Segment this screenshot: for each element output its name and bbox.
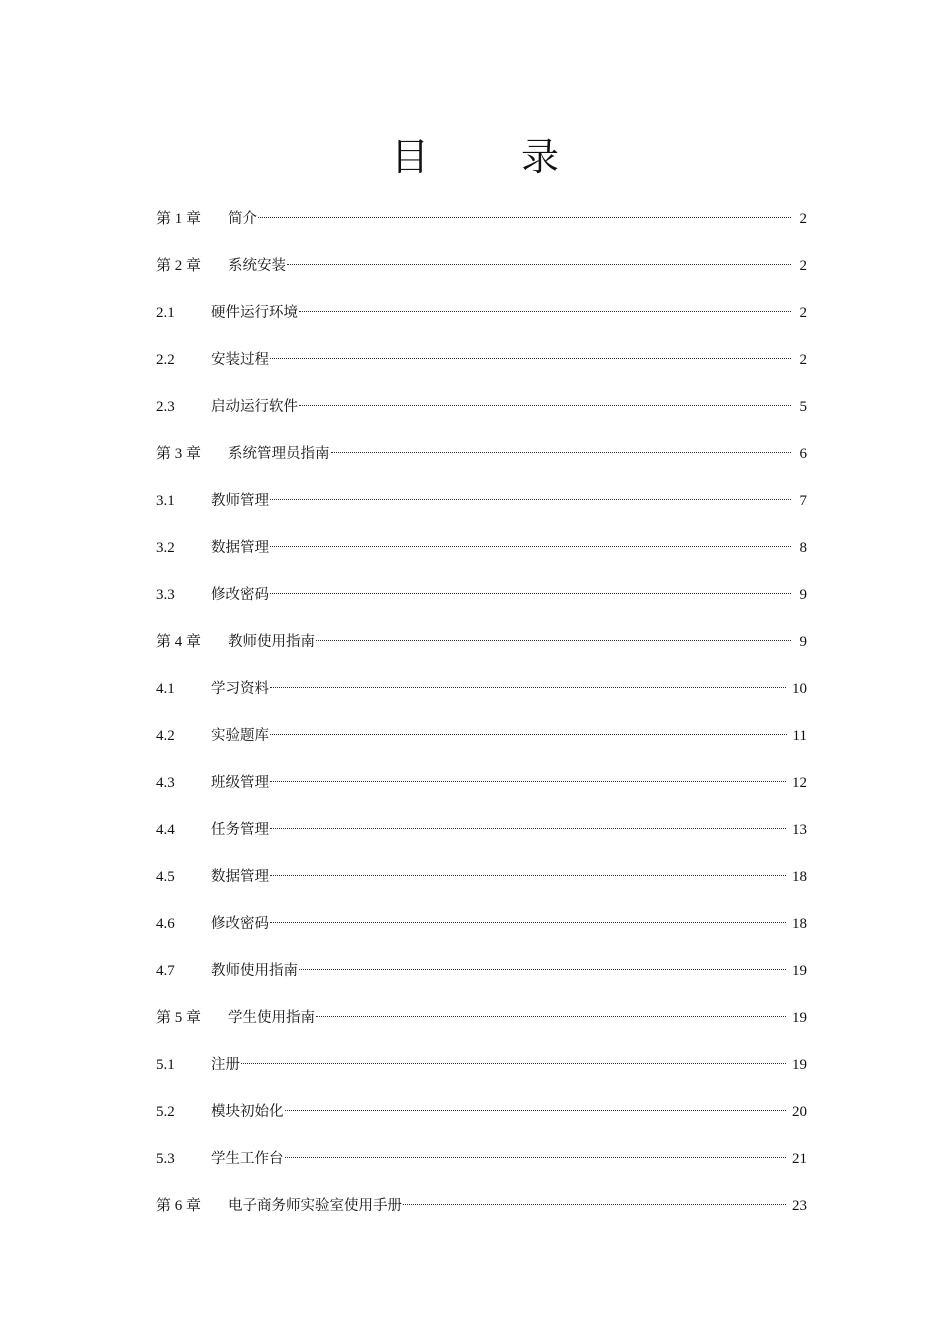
toc-entry-number: 4.7 <box>156 963 175 979</box>
toc-entry-section[interactable] <box>156 394 807 441</box>
toc-page-number: 6 <box>799 446 807 462</box>
toc-dot-leader <box>270 546 791 547</box>
toc-entry-number: 4.2 <box>156 728 175 744</box>
toc-entry-number: 4.1 <box>156 681 175 697</box>
toc-entry-number: 第 1 章 <box>156 211 202 227</box>
toc-dot-leader <box>258 217 791 218</box>
toc-page-number: 9 <box>799 587 807 603</box>
toc-entry-title: 教师使用指南 <box>228 634 315 650</box>
toc-entry-section[interactable] <box>156 911 807 958</box>
toc-entry-section[interactable] <box>156 535 807 582</box>
toc-entry-title: 模块初始化 <box>211 1104 284 1120</box>
toc-dot-leader <box>285 1157 787 1158</box>
toc-page-number: 19 <box>792 963 807 979</box>
toc-page-number: 10 <box>792 681 807 697</box>
toc-page-number: 2 <box>799 352 807 368</box>
toc-dot-leader <box>241 1063 786 1064</box>
toc-entry-number: 5.1 <box>156 1057 175 1073</box>
toc-entry-chapter[interactable] <box>156 629 807 676</box>
toc-dot-leader <box>270 687 786 688</box>
toc-page-number: 2 <box>799 258 807 274</box>
toc-entry-title: 班级管理 <box>211 775 269 791</box>
toc-entry-section[interactable] <box>156 1146 807 1193</box>
toc-entry-title: 教师管理 <box>211 493 269 509</box>
toc-dot-leader <box>299 311 791 312</box>
toc-entry-title: 学生使用指南 <box>228 1010 315 1026</box>
toc-page-number: 2 <box>799 305 807 321</box>
toc-entry-number: 4.3 <box>156 775 175 791</box>
toc-entry-title: 任务管理 <box>211 822 269 838</box>
toc-entry-title: 数据管理 <box>211 869 269 885</box>
toc-dot-leader <box>299 405 791 406</box>
toc-entry-title: 教师使用指南 <box>211 963 298 979</box>
toc-dot-leader <box>316 1016 786 1017</box>
toc-entry-chapter[interactable] <box>156 1005 807 1052</box>
toc-entry-number: 3.1 <box>156 493 175 509</box>
toc-dot-leader <box>270 875 786 876</box>
toc-entry-section[interactable] <box>156 582 807 629</box>
toc-page-number: 11 <box>792 728 807 744</box>
toc-page-number: 13 <box>792 822 807 838</box>
toc-entry-title: 电子商务师实验室使用手册 <box>228 1198 402 1214</box>
toc-entry-section[interactable] <box>156 723 807 770</box>
toc-dot-leader <box>316 640 791 641</box>
toc-dot-leader <box>270 828 786 829</box>
toc-page-number: 21 <box>792 1151 807 1167</box>
toc-page-number: 18 <box>792 869 807 885</box>
table-of-contents <box>156 206 807 1240</box>
toc-entry-title: 安装过程 <box>211 352 269 368</box>
toc-entry-section[interactable] <box>156 770 807 817</box>
toc-entry-number: 3.2 <box>156 540 175 556</box>
toc-dot-leader <box>270 734 787 735</box>
toc-entry-number: 第 3 章 <box>156 446 202 462</box>
toc-page-number: 9 <box>799 634 807 650</box>
toc-entry-section[interactable] <box>156 300 807 347</box>
toc-dot-leader <box>331 452 792 453</box>
toc-entry-number: 4.6 <box>156 916 175 932</box>
toc-entry-section[interactable] <box>156 347 807 394</box>
toc-dot-leader <box>270 593 791 594</box>
toc-page-number: 18 <box>792 916 807 932</box>
toc-entry-section[interactable] <box>156 864 807 911</box>
toc-entry-section[interactable] <box>156 1099 807 1146</box>
toc-entry-title: 修改密码 <box>211 587 269 603</box>
toc-entry-title: 启动运行软件 <box>211 399 298 415</box>
toc-entry-title: 简介 <box>228 211 257 227</box>
toc-dot-leader <box>270 922 786 923</box>
toc-entry-title: 系统管理员指南 <box>228 446 330 462</box>
toc-page-number: 7 <box>799 493 807 509</box>
toc-entry-title: 硬件运行环境 <box>211 305 298 321</box>
toc-entry-chapter[interactable] <box>156 206 807 253</box>
toc-dot-leader <box>270 358 791 359</box>
toc-entry-chapter[interactable] <box>156 441 807 488</box>
toc-entry-chapter[interactable] <box>156 1193 807 1240</box>
toc-page-number: 12 <box>792 775 807 791</box>
toc-page-number: 19 <box>792 1057 807 1073</box>
toc-entry-title: 修改密码 <box>211 916 269 932</box>
toc-dot-leader <box>270 499 791 500</box>
toc-entry-number: 第 4 章 <box>156 634 202 650</box>
toc-page-number: 2 <box>799 211 807 227</box>
toc-page-number: 5 <box>799 399 807 415</box>
toc-dot-leader <box>299 969 786 970</box>
toc-entry-number: 2.1 <box>156 305 175 321</box>
toc-entry-number: 5.2 <box>156 1104 175 1120</box>
toc-entry-title: 系统安装 <box>228 258 286 274</box>
toc-dot-leader <box>285 1110 787 1111</box>
toc-entry-number: 4.4 <box>156 822 175 838</box>
toc-page-number: 8 <box>799 540 807 556</box>
toc-entry-section[interactable] <box>156 676 807 723</box>
toc-entry-section[interactable] <box>156 817 807 864</box>
toc-entry-section[interactable] <box>156 488 807 535</box>
toc-entry-title: 数据管理 <box>211 540 269 556</box>
toc-dot-leader <box>270 781 786 782</box>
toc-entry-title: 注册 <box>211 1057 240 1073</box>
toc-dot-leader <box>287 264 791 265</box>
toc-entry-number: 第 5 章 <box>156 1010 202 1026</box>
toc-page-number: 19 <box>792 1010 807 1026</box>
toc-entry-number: 第 2 章 <box>156 258 202 274</box>
toc-page-number: 20 <box>792 1104 807 1120</box>
toc-dot-leader <box>403 1204 786 1205</box>
toc-entry-title: 实验题库 <box>211 728 269 744</box>
toc-entry-section[interactable] <box>156 1052 807 1099</box>
toc-entry-number: 2.3 <box>156 399 175 415</box>
toc-entry-section[interactable] <box>156 958 807 1005</box>
toc-entry-chapter[interactable] <box>156 253 807 300</box>
toc-page-number: 23 <box>792 1198 807 1214</box>
toc-entry-title: 学生工作台 <box>211 1151 284 1167</box>
toc-entry-number: 4.5 <box>156 869 175 885</box>
toc-entry-number: 3.3 <box>156 587 175 603</box>
toc-entry-number: 5.3 <box>156 1151 175 1167</box>
page-title: 目 录 <box>390 135 600 180</box>
toc-entry-number: 第 6 章 <box>156 1198 202 1214</box>
toc-entry-number: 2.2 <box>156 352 175 368</box>
toc-entry-title: 学习资料 <box>211 681 269 697</box>
